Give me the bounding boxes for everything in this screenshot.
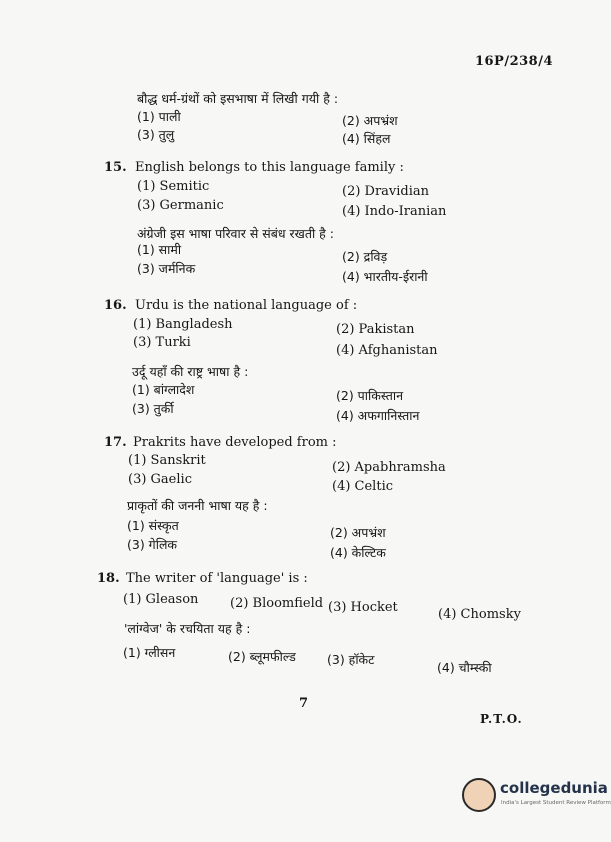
q16-hi-option-2: (2) पाकिस्तान	[336, 388, 404, 403]
paper-code: 16P/238/4	[474, 54, 553, 69]
q14-hi-option-4: (4) सिंहल	[342, 131, 391, 146]
q18-number: 18.	[97, 571, 120, 586]
q16-hi-option-4: (4) अफगानिस्तान	[336, 408, 420, 423]
q16-hindi-question: उर्दू यहाँ की राष्ट्र भाषा है :	[132, 364, 249, 379]
page-number: 7	[299, 696, 309, 711]
q14-hindi-question: बौद्ध धर्म-ग्रंथों को इसभाषा में लिखी गयी है :	[137, 91, 339, 106]
q17-hi-option-3: (3) गेलिक	[127, 537, 178, 552]
q18-english-question: The writer of 'language' is :	[126, 571, 308, 586]
q17-en-option-3: (3) Gaelic	[128, 472, 192, 487]
q15-number: 15.	[104, 160, 127, 175]
q17-number: 17.	[104, 435, 127, 450]
q15-hi-option-2: (2) द्रविड़	[342, 249, 388, 264]
q18-hi-option-1: (1) ग्लीसन	[123, 645, 176, 660]
q16-en-option-4: (4) Afghanistan	[336, 343, 438, 358]
pto-label: P.T.O.	[480, 712, 523, 726]
logo-tagline: India's Largest Student Review Platform	[501, 800, 611, 806]
q16-en-option-1: (1) Bangladesh	[133, 317, 233, 332]
q17-english-question: Prakrits have developed from :	[133, 435, 337, 450]
q17-hi-option-4: (4) केल्टिक	[330, 545, 386, 560]
q17-en-option-2: (2) Apabhramsha	[332, 460, 446, 475]
collegedunia-logo	[462, 776, 611, 816]
q16-hi-option-1: (1) बांग्लादेश	[132, 382, 195, 397]
q18-en-option-1: (1) Gleason	[123, 592, 199, 607]
q18-hindi-question: 'लांग्वेज' के रचयिता यह है :	[124, 621, 251, 636]
q17-hi-option-1: (1) संस्कृत	[127, 518, 179, 533]
q16-hi-option-3: (3) तुर्की	[132, 401, 174, 416]
q15-en-option-2: (2) Dravidian	[342, 184, 430, 199]
q16-en-option-2: (2) Pakistan	[336, 322, 415, 337]
q14-hi-option-2: (2) अपभ्रंश	[342, 113, 398, 128]
q15-hi-option-1: (1) सामी	[137, 242, 182, 257]
q16-english-question: Urdu is the national language of :	[135, 298, 358, 313]
q15-hi-option-3: (3) जर्मनिक	[137, 261, 196, 276]
logo-name: collegedunia	[500, 779, 608, 797]
q18-en-option-3: (3) Hocket	[328, 600, 398, 615]
q15-hi-option-4: (4) भारतीय-ईरानी	[342, 269, 428, 284]
q18-en-option-2: (2) Bloomfield	[230, 596, 324, 611]
q17-en-option-4: (4) Celtic	[332, 479, 394, 494]
student-avatar-icon	[462, 778, 496, 812]
q16-en-option-3: (3) Turki	[133, 335, 191, 350]
q15-english-question: English belongs to this language family :	[135, 160, 404, 175]
q17-hi-option-2: (2) अपभ्रंश	[330, 525, 386, 540]
q15-en-option-3: (3) Germanic	[137, 198, 224, 213]
q16-number: 16.	[104, 298, 127, 313]
q15-hindi-question: अंग्रेजी इस भाषा परिवार से संबंध रखती है :	[137, 226, 334, 241]
q18-hi-option-2: (2) ब्लूमफील्ड	[228, 649, 296, 664]
q15-en-option-1: (1) Semitic	[137, 179, 210, 194]
q15-en-option-4: (4) Indo-Iranian	[342, 204, 447, 219]
q18-en-option-4: (4) Chomsky	[438, 607, 521, 622]
q14-hi-option-1: (1) पाली	[137, 109, 181, 124]
q18-hi-option-3: (3) हॉकेट	[327, 652, 375, 667]
q18-hi-option-4: (4) चौम्स्की	[437, 660, 492, 675]
q17-en-option-1: (1) Sanskrit	[128, 453, 206, 468]
q14-hi-option-3: (3) तुलु	[137, 127, 175, 142]
q17-hindi-question: प्राकृतों की जननी भाषा यह है :	[127, 498, 268, 513]
